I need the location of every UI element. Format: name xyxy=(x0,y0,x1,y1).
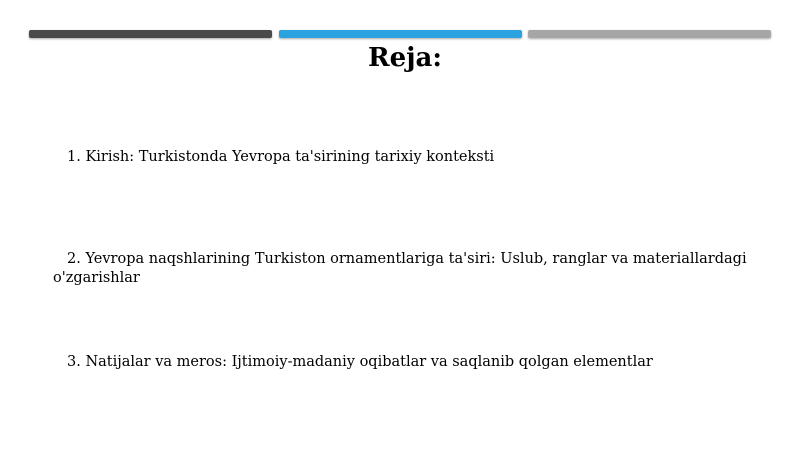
header-bar-dark xyxy=(29,30,272,38)
plan-item-2 xyxy=(53,250,747,288)
plan-item-2-line-2: o'zgarishlar xyxy=(53,270,140,286)
slide-title: Reja: xyxy=(367,43,442,73)
plan-item-3 xyxy=(67,353,747,372)
header-bar-blue xyxy=(279,30,522,38)
plan-item-1 xyxy=(67,148,747,167)
plan-item-1-text: 1. Kirish: Turkistonda Yevropa ta'sirining tarixiy konteksti xyxy=(67,149,495,165)
plan-item-3-text: 3. Natijalar va meros: Ijtimoiy-madaniy oqibatlar va saqlanib qolgan elementlar xyxy=(67,354,653,370)
header-bar-gray xyxy=(528,30,771,38)
plan-item-2-line-1: 2. Yevropa naqshlarining Turkiston ornamentlariga ta'siri: Uslub, ranglar va materiallardagi xyxy=(67,251,747,267)
